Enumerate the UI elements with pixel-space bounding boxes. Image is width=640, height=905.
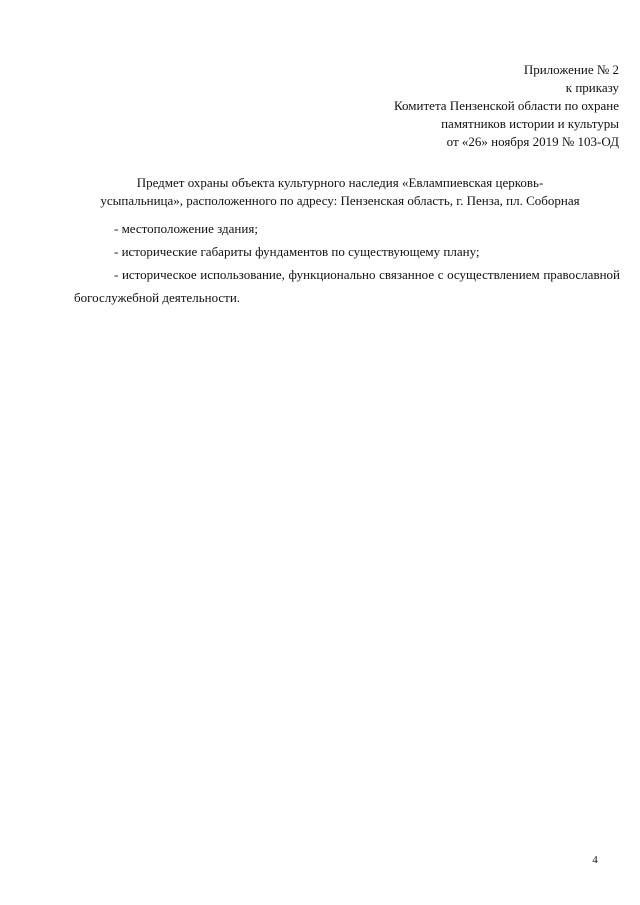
appendix-order-date: от «26» ноября 2019 № 103-ОД [446,134,619,149]
protection-subject-list [74,217,620,309]
appendix-header [279,61,619,151]
document-title-line-1: Предмет охраны объекта культурного наследия «Евлампиевская церковь- [136,175,544,190]
appendix-committee: Комитета Пензенской области по охране [394,98,619,113]
appendix-number: Приложение № 2 [523,62,619,77]
appendix-committee-scope: памятников истории и культуры [441,116,619,131]
list-item: - исторические габариты фундаментов по существующему плану; [114,244,480,259]
document-title-line-2: усыпальница», расположенного по адресу: Пензенская область, г. Пенза, пл. Соборная [100,193,580,208]
document-title [60,174,620,210]
appendix-order-ref: к приказу [565,80,619,95]
page-number: 4 [592,854,598,866]
list-item: - историческое использование, функционально связанное с осуществлением православной богослужебной деятельности. [74,267,620,305]
list-item: - местоположение здания; [114,221,258,236]
